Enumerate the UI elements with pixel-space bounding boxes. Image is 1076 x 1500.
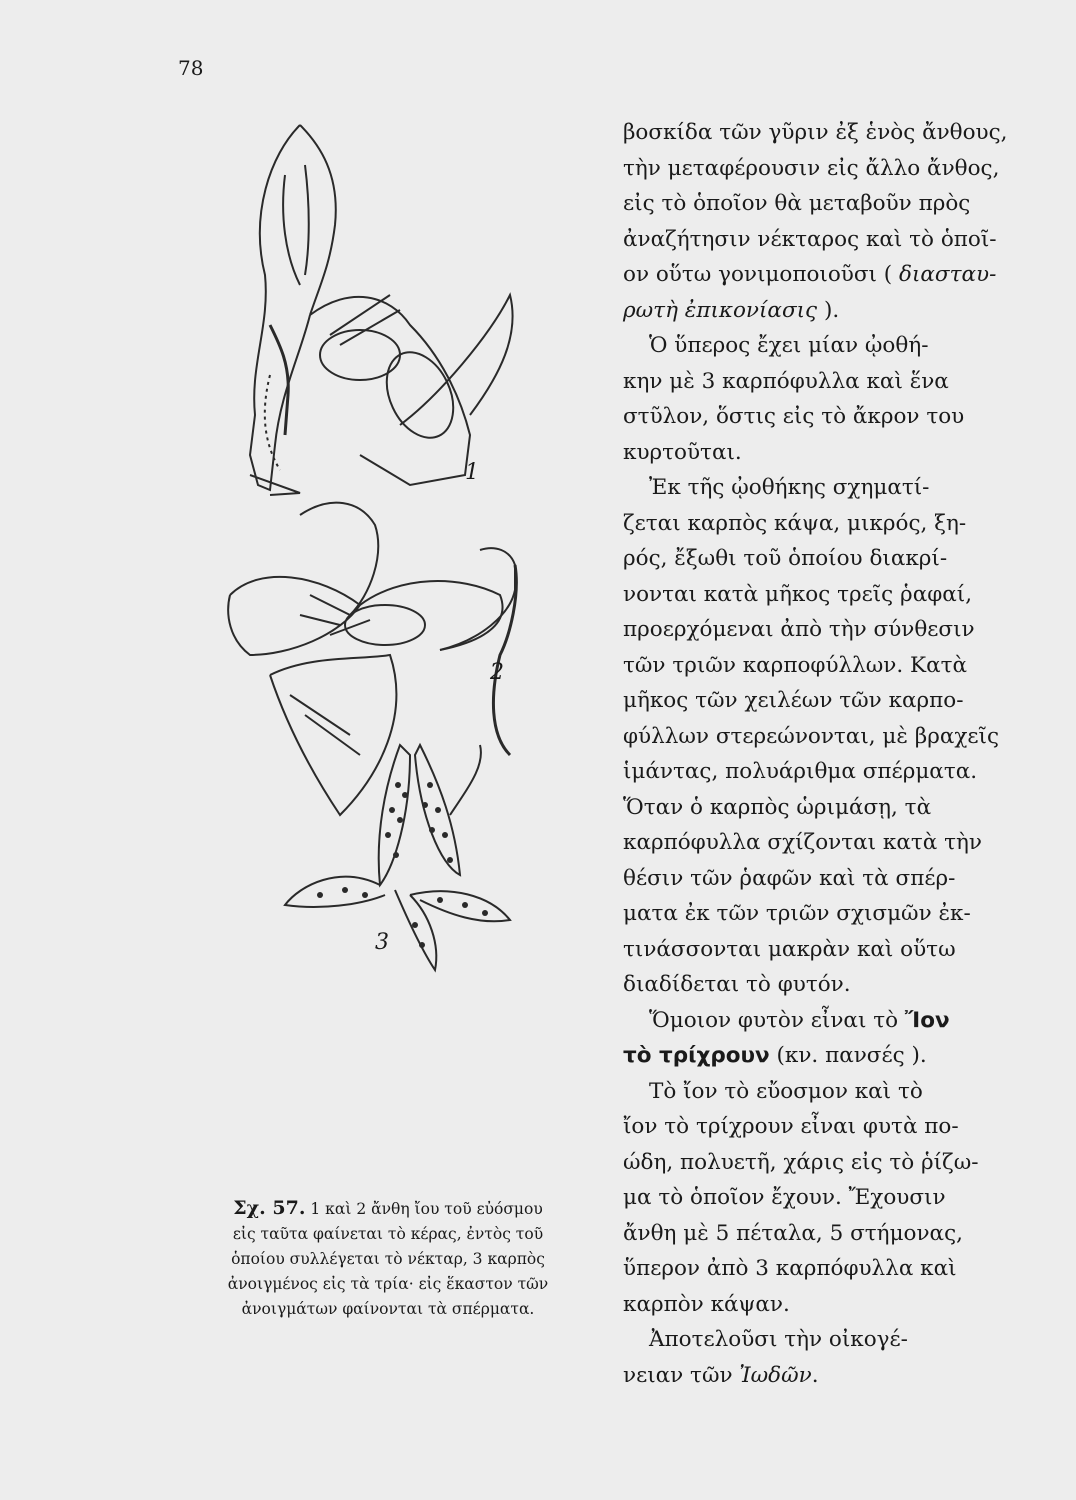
caption-line: ὁποίου συλλέγεται τὸ νέκταρ, 3 καρπὸς — [231, 1250, 545, 1268]
text-line: Ὁ ὕπερος ἔχει μίαν ᾠοθή- — [649, 333, 929, 358]
text-line: καρπόφυλλα σχίζονται κατὰ τὴν — [623, 830, 982, 855]
caption-label: Σχ. 57. — [233, 1197, 306, 1219]
text-line: ώδη, πολυετῆ, χάρις εἰς τὸ ῥίζω- — [623, 1149, 979, 1175]
text-line: φύλλων στερεώνονται, μὲ βραχεῖς — [623, 723, 999, 749]
text-fragment: ). — [823, 297, 840, 323]
paragraph — [623, 1322, 1023, 1393]
text-line: ματα ἐκ τῶν τριῶν σχισμῶν ἐκ- — [623, 901, 971, 926]
text-line: ὕπερον ἀπὸ 3 καρπόφυλλα καὶ — [623, 1256, 957, 1281]
text-line: τῶν τριῶν καρποφύλλων. Κατὰ — [623, 652, 968, 678]
text-line: τινάσσονται μακρὰν καὶ οὕτω — [623, 936, 956, 962]
body-text — [623, 115, 1023, 1393]
bold-term: τὸ τρίχρουν — [623, 1043, 770, 1068]
italic-term: ρωτὴ ἐπικονίασις — [623, 297, 824, 323]
figure-label-2: 2 — [490, 660, 504, 685]
violet-section-drawing — [250, 125, 513, 495]
text-line: προερχόμεναι ἀπὸ τὴν σύνθεσιν — [623, 617, 975, 642]
paragraph — [623, 115, 1023, 328]
text-line: κυρτοῦται. — [623, 439, 742, 465]
text-line: Ἐκ τῆς ᾠοθήκης σχηματί- — [649, 475, 930, 500]
text-line: μα τὸ ὁποῖον ἔχουν. Ἔχουσιν — [623, 1185, 946, 1210]
text-line: βοσκίδα τῶν γῦριν ἐξ ἑνὸς ἄνθους, — [623, 120, 1008, 145]
seed-dots — [317, 782, 488, 948]
violet-flower-drawing — [228, 503, 516, 815]
text-line: καρπὸν κάψαν. — [623, 1291, 790, 1317]
text-line: θέσιν τῶν ῥαφῶν καὶ τὰ σπέρ- — [623, 865, 956, 891]
figure-caption — [178, 1196, 598, 1322]
text-line: διαδίδεται τὸ φυτόν. — [623, 972, 851, 997]
text-line: Τὸ ἴον τὸ εὔοσμον καὶ τὸ — [649, 1078, 923, 1104]
italic-term: διασταυ- — [892, 262, 997, 287]
text-line: ζεται καρπὸς κάψα, μικρός, ξη- — [623, 510, 967, 536]
paragraph — [623, 1003, 1023, 1074]
text-fragment: Ὅμοιον φυτὸν εἶναι τὸ — [649, 1007, 905, 1033]
figure-label-1: 1 — [465, 460, 479, 485]
figure-illustration — [210, 95, 610, 975]
text-line: ἴον τὸ τρίχρουν εἶναι φυτὰ πο- — [623, 1114, 959, 1139]
text-line: ρός, ἔξωθι τοῦ ὁποίου διακρί- — [623, 546, 948, 571]
text-line: εἰς τὸ ὁποῖον θὰ μεταβοῦν πρὸς — [623, 191, 971, 216]
text-line: στῦλον, ὅστις εἰς τὸ ἄκρον του — [623, 404, 965, 429]
text-line: κην μὲ 3 καρπόφυλλα καὶ ἕνα — [623, 368, 949, 394]
text-fragment: νειαν τῶν — [623, 1362, 740, 1388]
page-number: 78 — [178, 56, 204, 80]
text-fragment: . — [811, 1362, 819, 1388]
flower-drawings — [210, 95, 610, 975]
text-line: μῆκος τῶν χειλέων τῶν καρπο- — [623, 688, 964, 713]
italic-term: Ἰωδῶν — [739, 1362, 812, 1388]
text-line: νονται κατὰ μῆκος τρεῖς ῥαφαί, — [623, 581, 973, 607]
paragraph — [623, 1074, 1023, 1323]
text-line: Ἀποτελοῦσι τὴν οἰκογέ- — [649, 1327, 908, 1352]
caption-line: εἰς ταῦτα φαίνεται τὸ κέρας, ἐντὸς τοῦ — [232, 1225, 544, 1243]
paragraph — [623, 328, 1023, 470]
text-line: Ὅταν ὁ καρπὸς ὡριμάσῃ, τὰ — [623, 794, 932, 820]
text-line: ον οὕτω γονιμοποιοῦσι ( — [623, 262, 893, 287]
caption-line: ἀνοιγμένος εἰς τὰ τρία· εἰς ἕκαστον τῶν — [227, 1275, 549, 1293]
text-line: τὴν μεταφέρουσιν εἰς ἄλλο ἄνθος, — [623, 155, 1000, 181]
caption-line: 1 καὶ 2 ἄνθη ἴου τοῦ εὐόσμου — [305, 1200, 543, 1218]
text-line: ἱμάντας, πολυάριθμα σπέρματα. — [623, 759, 978, 784]
paragraph — [623, 470, 1023, 1003]
bold-term: Ἴον — [904, 1007, 950, 1033]
text-line: ἄνθη μὲ 5 πέταλα, 5 στήμονας, — [623, 1220, 963, 1246]
text-line: ἀναζήτησιν νέκταρος καὶ τὸ ὁποῖ- — [623, 226, 997, 252]
figure-label-3: 3 — [375, 930, 389, 955]
text-fragment: (κν. πανσές ). — [769, 1043, 927, 1068]
caption-line: ἀνοιγμάτων φαίνονται τὰ σπέρματα. — [241, 1300, 535, 1318]
